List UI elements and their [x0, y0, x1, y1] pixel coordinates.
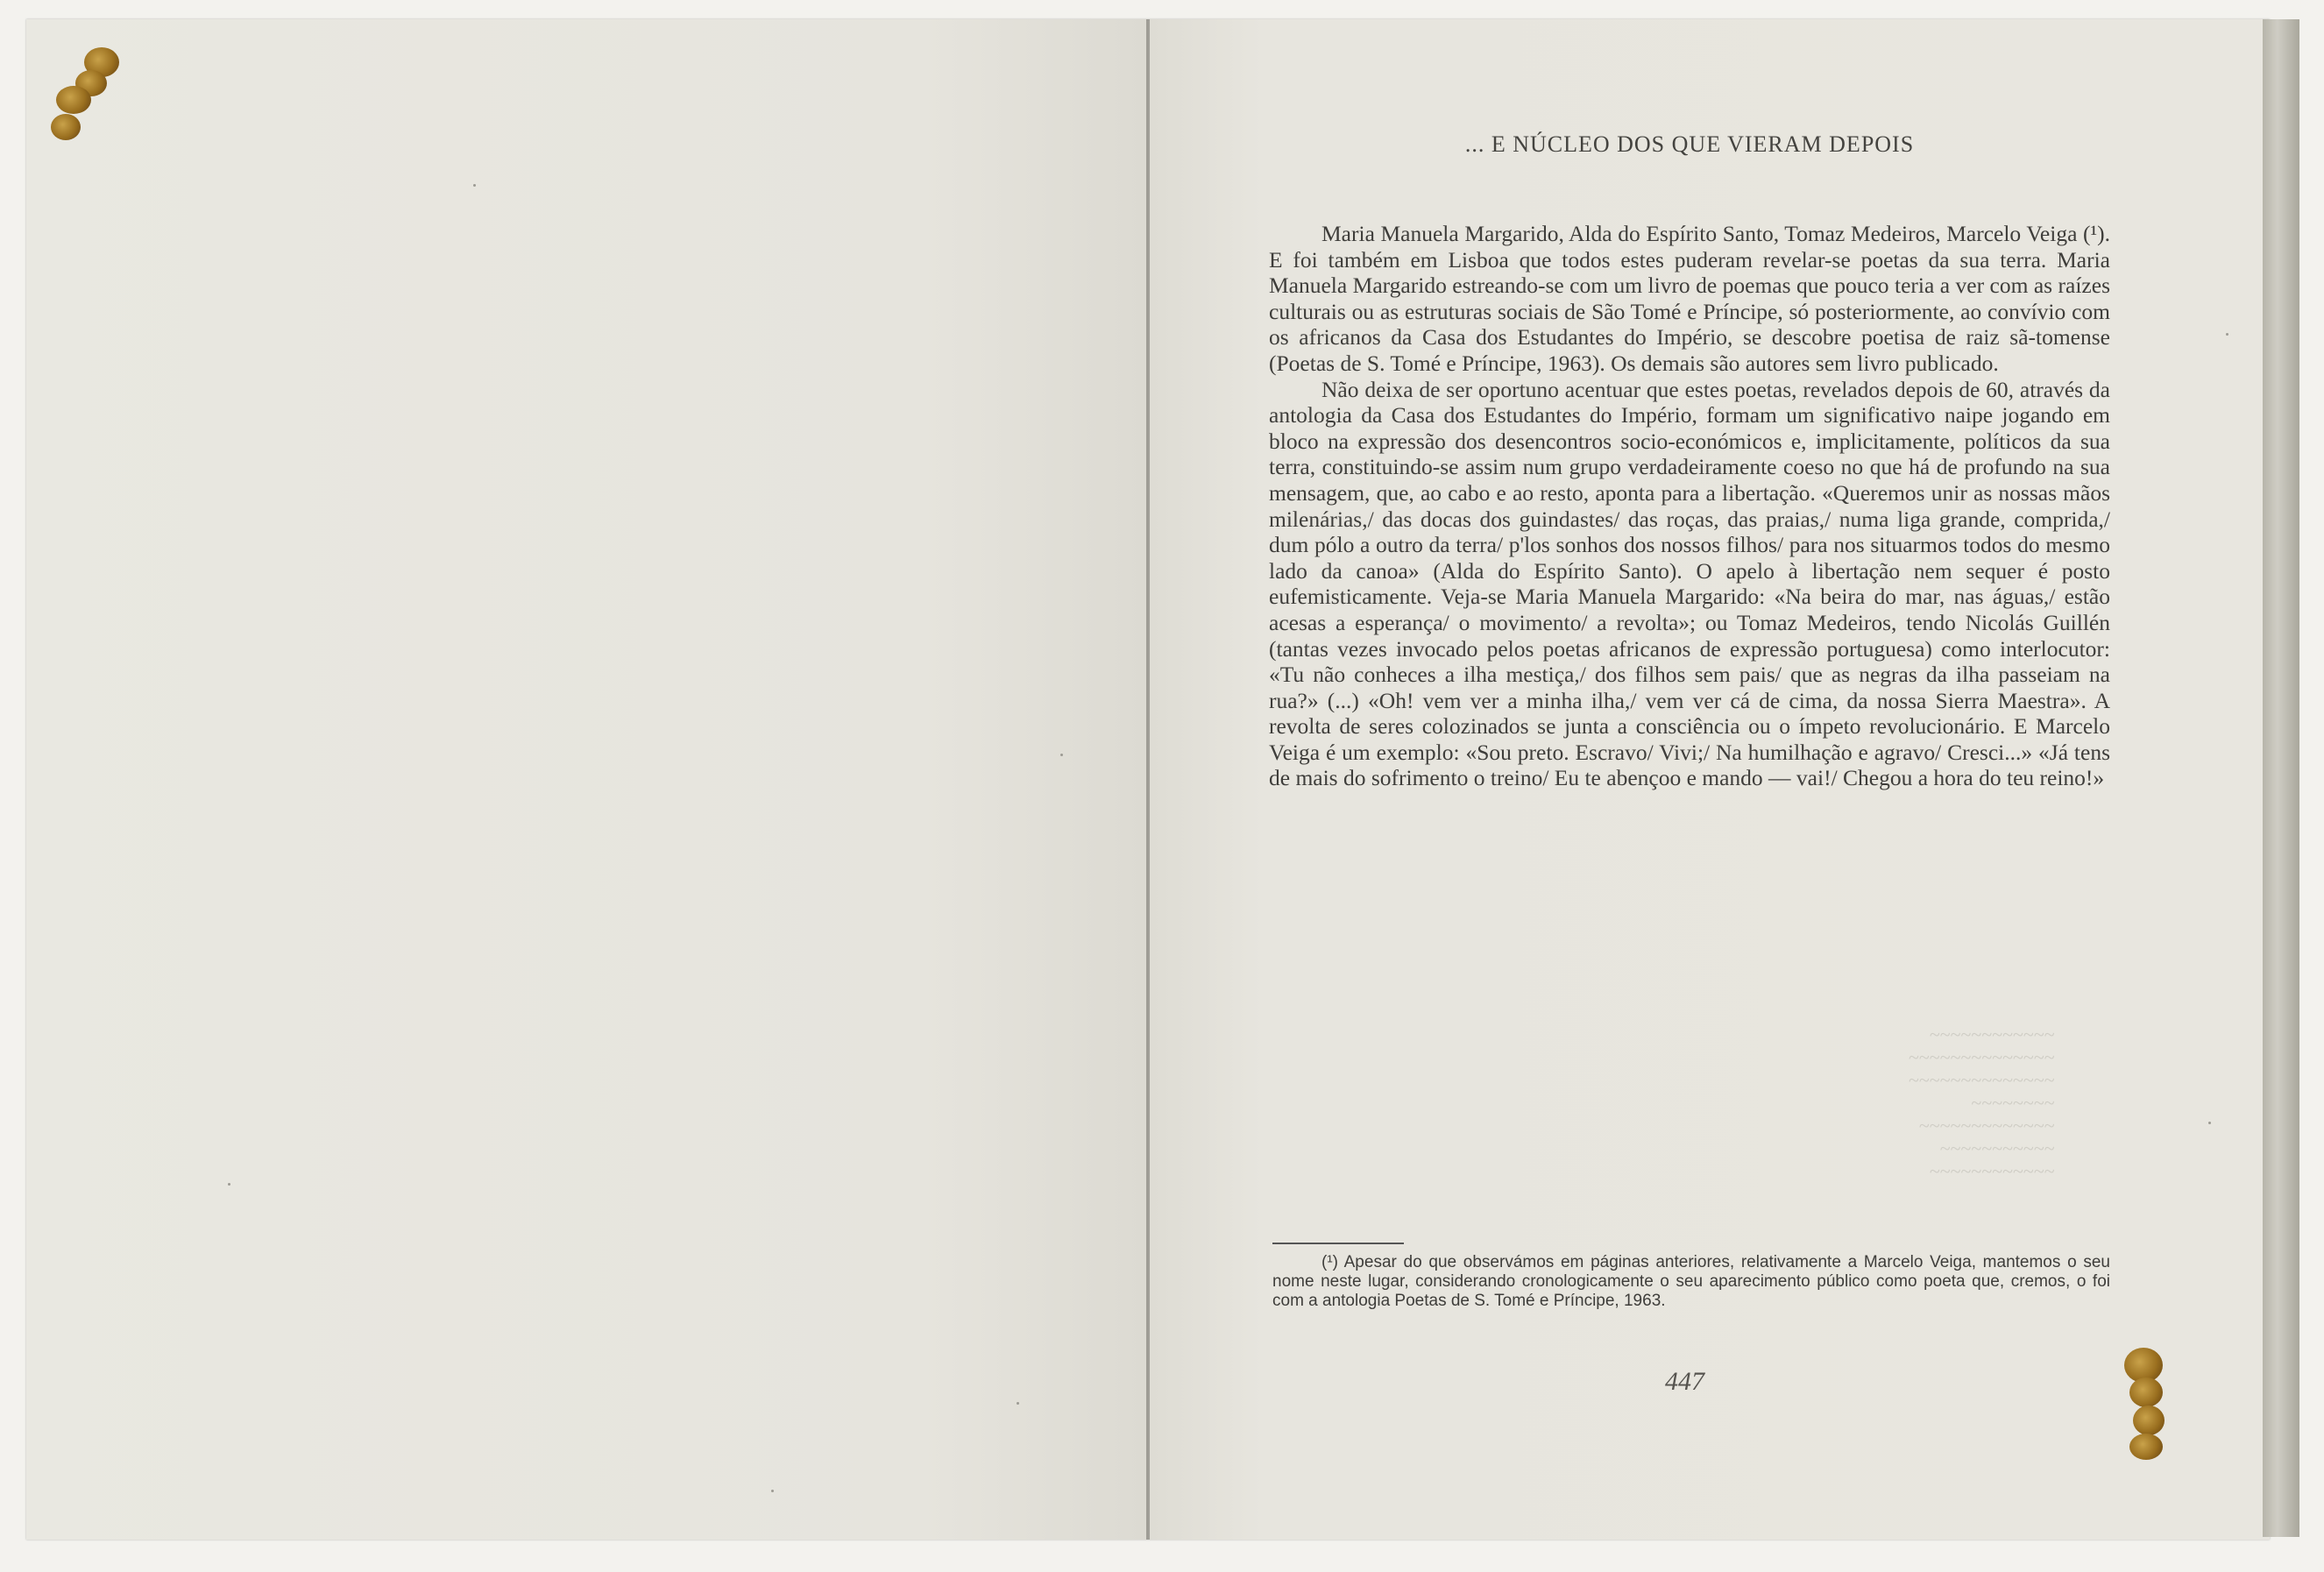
page-number: 447	[1665, 1367, 1704, 1396]
footnote-text: (¹) Apesar do que observámos em páginas anteriores, relativamente a Marcelo Veiga, mantemos o seu nome neste lugar, considerando cronologicamente o seu aparecimento público como poeta que, cremos, o foi com a antologia Poetas de S. Tomé e Príncipe, 1963.	[1272, 1253, 2110, 1310]
body-paragraph-2: Não deixa de ser oportuno acentuar que estes poetas, revelados depois de 60, através da antologia da Casa dos Estudantes do Império, formam um significativo naipe jogando em bloco na expressão dos desencontros socio-económicos e, implicitamente, políticos da sua terra, constituindo-se assim num grupo verdadeiramente coeso no que há de profundo na sua mensagem, que, ao cabo e ao resto, aponta para a libertação. «Queremos unir as nossas mãos milenárias,/ das docas dos guindastes/ das roças, das praias,/ numa liga grande, comprida,/ dum pólo a outro da terra/ p'los sonhos dos nossos filhos/ para nos situarmos todos do mesmo lado da canoa» (Alda do Espírito Santo). O apelo à libertação nem sequer é posto eufemisticamente. Veja-se Maria Manuela Margarido: «Na beira do mar, nas águas,/ estão acesas a esperança/ o movimento/ a revolta»; ou Tomaz Medeiros, tendo Nicolás Guillén (tantas vezes invocado pelos poetas africanos de expressão portuguesa) como interlocutor: «Tu não conheces a ilha mestiça,/ dos filhos sem pais/ que as negras da ilha passeiam na rua?» (...) «Oh! vem ver a minha ilha,/ vem ver cá de cima, da nossa Sierra Maestra». A revolta de seres colozinados se junta a consciência ou o ímpeto revolucionário. E Marcelo Veiga é um exemplo: «Sou preto. Escravo/ Vivi;/ Na humilhação e agravo/ Cresci...» «Já tens de mais do sofrimento o treino/ Eu te abençoo e mando — vai!/ Chegou a hora do teu reino!»	[1269, 376, 2110, 791]
left-page-blank	[26, 19, 1148, 1540]
show-through-text: ~~~~~~~~~~~~ ~~~~~~~~~~~~~~ ~~~~~~~~~~~~~~ ~~~~~~~~ ~~~~~~~~~~~~~ ~~~~~~~~~~~ ~~~~~~~~~~~~	[1909, 1023, 2055, 1182]
footnote-rule	[1272, 1243, 1404, 1244]
body-paragraph-1: Maria Manuela Margarido, Alda do Espírito Santo, Tomaz Medeiros, Marcelo Veiga (¹). E foi também em Lisboa que todos estes puderam revelar-se poetas da sua terra. Maria Manuela Margarido estreando-se com um livro de poemas que pouco teria a ver com as raízes culturais ou as estruturas sociais de São Tomé e Príncipe, só posteriormente, ao convívio com os africanos da Casa dos Estudantes do Império, se descobre poetisa de raiz sã-tomense (Poetas de S. Tomé e Príncipe, 1963). Os demais são autores sem livro publicado.	[1269, 221, 2110, 376]
page-edge-strip	[2263, 19, 2299, 1537]
section-heading: ... E NÚCLEO DOS QUE VIERAM DEPOIS	[1464, 131, 1915, 157]
main-text-block	[1269, 131, 2110, 791]
